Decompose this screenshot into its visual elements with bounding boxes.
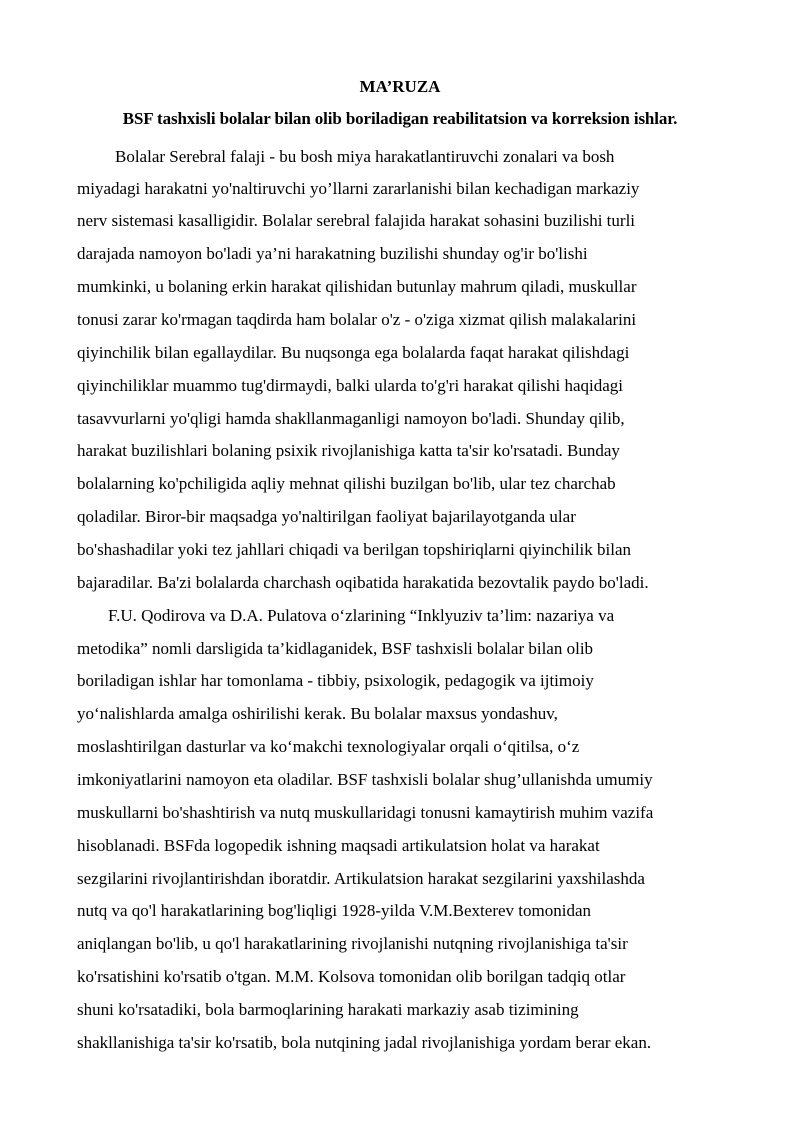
body-line: nutq va qo'l harakatlarining bog'liqligi 1928-yilda V.M.Bexterev tomonidan [77, 901, 592, 920]
body-line: nerv sistemasi kasalligidir. Bolalar serebral falajida harakat sohasini buzilishi turli [77, 211, 636, 230]
body-line: boriladigan ishlar har tomonlama - tibbiy, psixologik, pedagogik va ijtimoiy [77, 671, 594, 690]
body-line: yo‘nalishlarda amalga oshirilishi kerak. Bu bolalar maxsus yondashuv, [77, 704, 558, 723]
body-line: shakllanishiga ta'sir ko'rsatib, bola nutqining jadal rivojlanishiga yordam berar ekan. [77, 1033, 652, 1052]
body-line: metodika” nomli darsligida ta’kidlaganidek, BSF tashxisli bolalar bilan olib [77, 639, 594, 658]
body-line: hisoblanadi. BSFda logopedik ishning maqsadi artikulatsion holat va harakat [77, 836, 600, 855]
body-line: bajaradilar. Ba'zi bolalarda charchash oqibatida harakatida bezovtalik paydo bo'ladi. [77, 573, 649, 592]
document-title: MA’RUZA [359, 77, 441, 96]
body-line: tonusi zarar ko'rmagan taqdirda ham bolalar o'z - o'ziga xizmat qilish malakalarini [77, 310, 637, 329]
body-line: bolalarning ko'pchiligida aqliy mehnat qilishi buzilgan bo'lib, ular tez charchab [77, 474, 616, 493]
body-line: Bolalar Serebral falaji - bu bosh miya harakatlantiruvchi zonalari va bosh [115, 147, 615, 166]
body-line: darajada namoyon bo'ladi ya’ni harakatning buzilishi shunday og'ir bo'lishi [77, 244, 588, 263]
body-line: ko'rsatishini ko'rsatib o'tgan. M.M. Kolsova tomonidan olib borilgan tadqiq otlar [77, 967, 626, 986]
body-line: moslashtirilgan dasturlar va ko‘makchi texnologiyalar orqali o‘qitilsa, o‘z [77, 737, 580, 756]
body-line: qiyinchiliklar muammo tug'dirmaydi, balki ularda to'g'ri harakat qilishi haqidagi [77, 376, 623, 395]
body-line: qiyinchilik bilan egallaydilar. Bu nuqsonga ega bolalarda faqat harakat qilishdagi [77, 343, 630, 362]
body-line: F.U. Qodirova va D.A. Pulatova o‘zlarining “Inklyuziv ta’lim: nazariya va [108, 606, 615, 625]
body-line: tasavvurlarni yo'qligi hamda shakllanmaganligi namoyon bo'ladi. Shunday qilib, [77, 409, 625, 428]
body-line: imkoniyatlarini namoyon eta oladilar. BSF tashxisli bolalar shug’ullanishda umumiy [77, 770, 653, 789]
body-line: muskullarni bo'shashtirish va nutq muskullaridagi tonusni kamaytirish muhim vazifa [77, 803, 654, 822]
body-line: qoladilar. Biror-bir maqsadga yo'naltirilgan faoliyat bajarilayotganda ular [77, 507, 576, 526]
body-line: miyadagi harakatni yo'naltiruvchi yo’llarni zararlanishi bilan kechadigan markaziy [77, 179, 640, 198]
body-line: shuni ko'rsatadiki, bola barmoqlarining harakati markaziy asab tizimining [77, 1000, 579, 1019]
body-line: aniqlangan bo'lib, u qo'l harakatlarining rivojlanishi nutqning rivojlanishiga ta'sir [77, 934, 628, 953]
body-line: bo'shashadilar yoki tez jahllari chiqadi va berilgan topshiriqlarni qiyinchilik bilan [77, 540, 632, 559]
body-line: sezgilarini rivojlantirishdan iboratdir. Artikulatsion harakat sezgilarini yaxshilashda [77, 869, 645, 888]
document-subtitle: BSF tashxisli bolalar bilan olib boriladigan reabilitatsion va korreksion ishlar. [122, 109, 678, 128]
body-line: mumkinki, u bolaning erkin harakat qilishidan butunlay mahrum qiladi, muskullar [77, 277, 637, 296]
body-line: harakat buzilishlari bolaning psixik rivojlanishiga katta ta'sir ko'rsatadi. Bunday [77, 441, 620, 460]
